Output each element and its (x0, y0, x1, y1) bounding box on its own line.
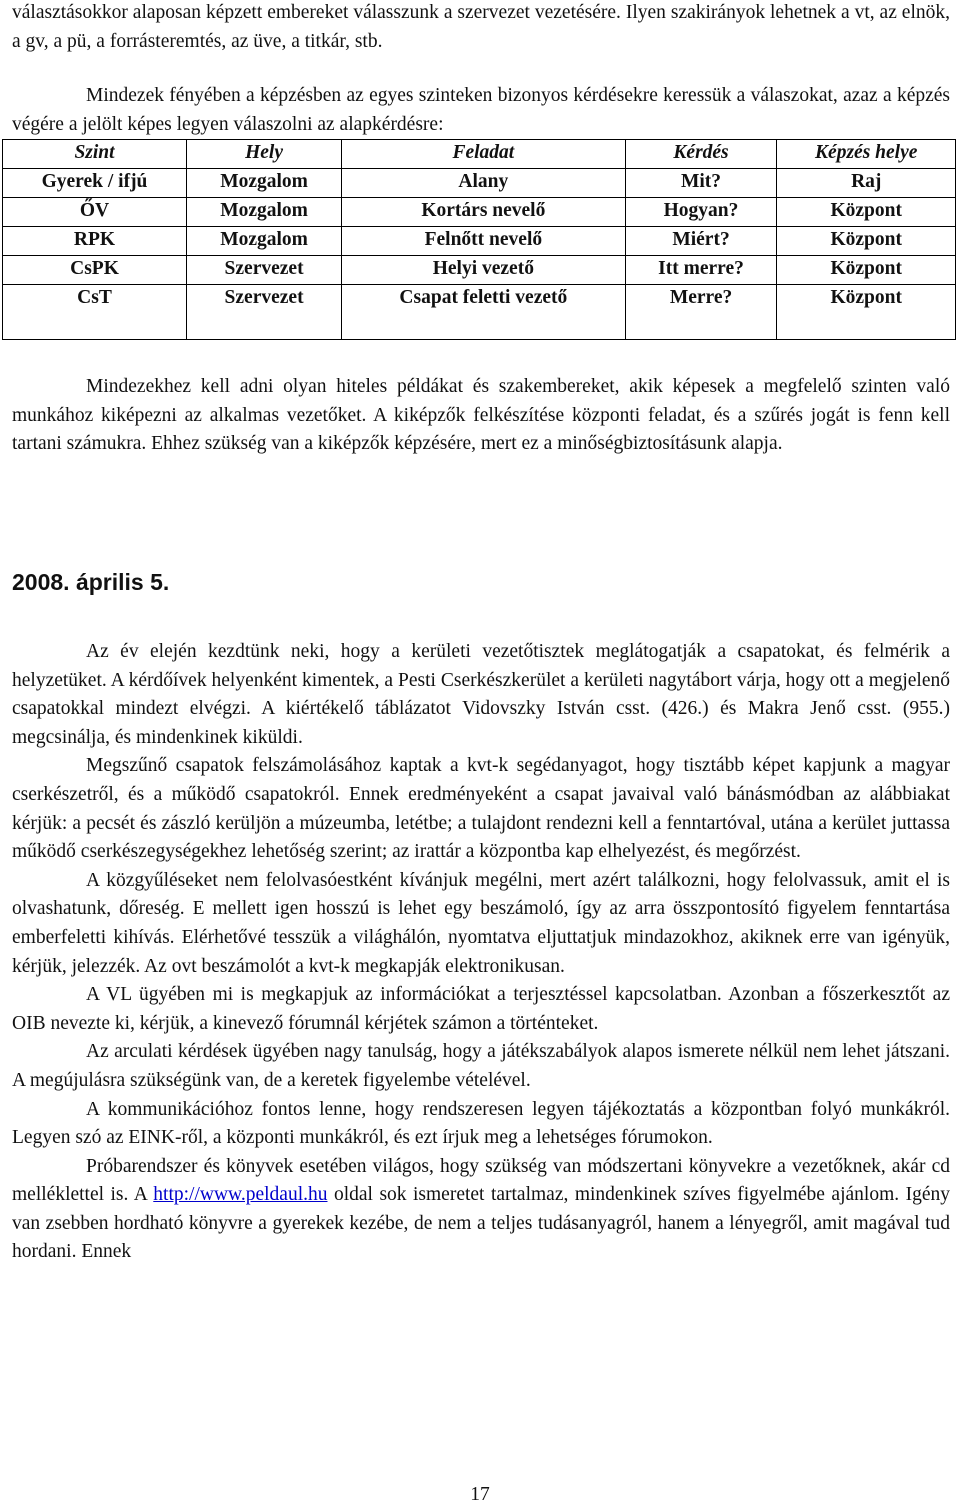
table-row (3, 285, 956, 340)
table-cell: CsT (3, 285, 187, 340)
body-paragraph: A VL ügyében mi is megkapjuk az információkat a terjesztéssel kapcsolatban. Azonban a főszerkesztőt az OIB nevezte ki, kérjük, a kinevező fórumnál kérjétek számon a történteket. (12, 984, 950, 1034)
header-training-place: Képzés helye (777, 140, 956, 169)
table-cell: RPK (3, 227, 187, 256)
training-questions-paragraph: Mindezek fényében a képzésben az egyes szinteken bizonyos kérdésekre keressük a válaszokat, azaz a képzés végére a jelölt képes legyen válaszolni az alapkérdésre: (12, 85, 950, 135)
table-cell: Központ (777, 256, 956, 285)
table-cell: CsPK (3, 256, 187, 285)
table-cell: Raj (777, 169, 956, 198)
table-cell: Felnőtt nevelő (342, 227, 626, 256)
table-cell: Alany (342, 169, 626, 198)
table-row (3, 256, 956, 285)
table-cell: Szervezet (187, 285, 342, 340)
body-paragraph: Megszűnő csapatok felszámolásához kaptak a kvt-k segédanyagot, hogy tisztább képet kapjunk a magyar cserkészetről, és a működő csapatokról. Ennek eredményeként a csapat javaival való bánásmódban az alábbiakat kérjük: a pecsét és zászló kerüljön a múzeumba, letétbe; a tulajdont rendezni kell a fenntartóval, utána a kerület juttassa működő cserkészegységekhez lehetőség szerint; az irattár a központba kap elhelyezést, és megőrzést. (12, 755, 950, 863)
body-paragraph: Az év elején kezdtünk neki, hogy a kerületi vezetőtisztek meglátogatják a csapatokat, és felmérik a helyzetüket. A kérdőívek helyenként kimentek, a Pesti Cserkészkerület a kerületi nagytábort várja, hogy ott a megjelenő csapatokkal mindezt elvégzi. A kiértékelő táblázatot Vidovszky István csst. (426.) és Makra Jenő csst. (955.) megcsinálja, és mindenkinek kiküldi. (12, 641, 950, 748)
date-heading: 2008. április 5. (12, 569, 170, 595)
header-place: Hely (187, 140, 342, 169)
header-question: Kérdés (625, 140, 777, 169)
training-levels-table (2, 139, 956, 340)
body-paragraph: A közgyűléseket nem felolvasóestként kívánjuk megélni, mert azért találkozni, hogy felolvassuk, amit el is olvashatunk, dőreség. E mellett igen hosszú is lehet egy beszámoló, így az arra összpontosító figyelem fenntartása emberfeletti kihívás. Elérhetővé tesszük a világhálón, nyomtatva eljuttatjuk mindazokhoz, akiknek erre van igényük, kérjük, jelezzék. Az ovt beszámolót a kvt-k megkapják elektronikusan. (12, 869, 950, 977)
text-after-link: oldal sok ismeretet tartalmaz, mindenkinek szíves figyelmébe ajánlom. Igény van zsebben hordható könyvre a gyerekek kezébe, de nem a teljes tudásanyagról, hanem a lényegről, amit magával tud hordani. Ennek (12, 1184, 950, 1263)
body-paragraph-last (12, 1153, 950, 1267)
table-cell: Hogyan? (625, 198, 777, 227)
table-cell: Kortárs nevelő (342, 198, 626, 227)
table-cell: Csapat feletti vezető (342, 285, 626, 340)
trainers-paragraph: Mindezekhez kell adni olyan hiteles példákat és szakembereket, akik képesek a megfelelő szinten való munkához kiképezni az alkalmas vezetőket. A kiképzők felkészítése központi feladat, és a szűrés jogát is fenn kell tartani számukra. Ehhez szükség van a kiképzők képzésére, mert ez a minőségbiztosításunk alapja. (12, 376, 950, 455)
table-row (3, 198, 956, 227)
table-row (3, 227, 956, 256)
table-cell: Mozgalom (187, 198, 342, 227)
text-before-link: Próbarendszer és könyvek esetében világos, hogy szükség van módszertani könyvekre a vezetőknek, akár cd melléklettel is. A (12, 1155, 950, 1206)
header-level: Szint (3, 140, 187, 169)
header-task: Feladat (342, 140, 626, 169)
peldaul-link[interactable]: http://www.peldaul.hu (153, 1184, 328, 1206)
table-header-row (3, 140, 956, 169)
table-cell: Mit? (625, 169, 777, 198)
report-body (12, 638, 950, 1267)
table-cell: Központ (777, 198, 956, 227)
body-paragraph: A kommunikációhoz fontos lenne, hogy rendszeresen legyen tájékoztatás a központban folyó munkákról. Legyen szó az EINK-ről, a központi munkákról, és ezt írjuk meg a lehetséges fórumokon. (12, 1098, 950, 1149)
table-cell: Szervezet (187, 256, 342, 285)
table-cell: ŐV (3, 198, 187, 227)
table-cell: Központ (777, 285, 956, 340)
table-cell: Mozgalom (187, 169, 342, 198)
table-cell: Gyerek / ifjú (3, 169, 187, 198)
table-cell: Itt merre? (625, 256, 777, 285)
intro-paragraph: választásokkor alaposan képzett embereket válasszunk a szervezet vezetésére. Ilyen szakirányok lehetnek a vt, az elnök, a gv, a pü, a forrásteremtés, az üve, a titkár, stb. (12, 2, 950, 52)
table-cell: Mozgalom (187, 227, 342, 256)
table-cell: Merre? (625, 285, 777, 340)
page-number: 17 (470, 1484, 490, 1505)
body-paragraph: Az arculati kérdések ügyében nagy tanulság, hogy a játékszabályok alapos ismerete nélkül nem lehet játszani. A megújulásra szükségünk van, de a keretek figyelembe vételével. (12, 1041, 950, 1091)
table-cell: Helyi vezető (342, 256, 626, 285)
table-cell: Miért? (625, 227, 777, 256)
table-cell: Központ (777, 227, 956, 256)
table-row (3, 169, 956, 198)
